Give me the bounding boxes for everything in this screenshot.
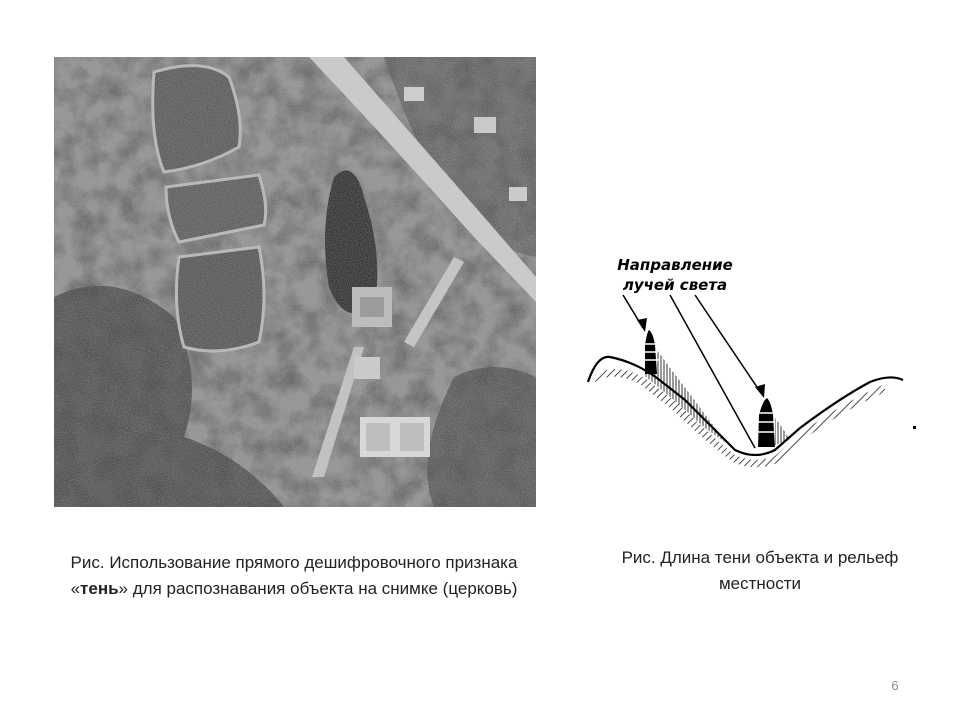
aerial-photo xyxy=(54,57,536,507)
photo-caption-part2: » для распознавания объекта на снимке (церковь) xyxy=(118,579,518,598)
diagram-label-line1: Направление xyxy=(617,256,733,274)
photo-caption-part1: Рис. Использование прямого дешифровочного признака « xyxy=(70,553,518,598)
diagram-caption: Рис. Длина тени объекта и рельеф местности xyxy=(621,548,899,593)
photo-caption xyxy=(60,550,528,602)
photo-caption-bold-term: тень xyxy=(80,579,119,598)
page-number: 6 xyxy=(891,678,899,693)
diagram-label-line2: лучей света xyxy=(622,276,728,294)
shadow-terrain-diagram xyxy=(585,250,920,470)
